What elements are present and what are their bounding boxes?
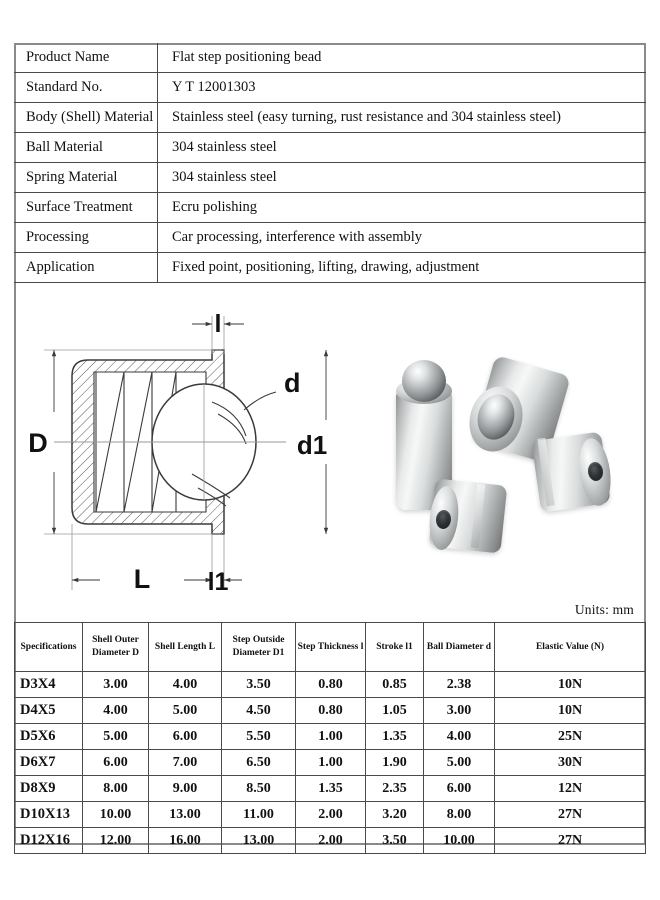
cell-elastic-value: 10N: [495, 698, 646, 724]
cell-step-thickness: 1.00: [296, 750, 366, 776]
table-row: [15, 776, 646, 802]
cell-elastic-value: 12N: [495, 776, 646, 802]
info-value: Stainless steel (easy turning, rust resistance and 304 stainless steel): [158, 103, 647, 133]
product-info-table-body: [14, 43, 646, 283]
specification-table: [14, 622, 646, 854]
cell-step-outside-diameter: 4.50: [222, 698, 296, 724]
header-line: Diameter D: [91, 648, 140, 658]
units-note: Units: mm: [574, 602, 634, 617]
dimension-label-l: l: [214, 310, 222, 338]
cell-shell-outer-diameter: 10.00: [83, 802, 149, 828]
cell-ball-diameter: 8.00: [424, 802, 495, 828]
table-row: [14, 253, 646, 283]
cell-elastic-value: 30N: [495, 750, 646, 776]
info-label: Body (Shell) Material: [14, 103, 158, 133]
column-header-shell-outer-diameter: [83, 623, 149, 672]
cell-ball-diameter: 10.00: [424, 828, 495, 854]
cell-stroke: 1.90: [366, 750, 424, 776]
cell-step-outside-diameter: 6.50: [222, 750, 296, 776]
product-info-table: [14, 43, 646, 283]
cell-shell-length: 5.00: [149, 698, 222, 724]
info-value: Car processing, interference with assembly: [158, 223, 647, 253]
column-header-step-thickness: [296, 623, 366, 672]
cell-step-thickness: 2.00: [296, 802, 366, 828]
header-line: Specifications: [20, 641, 77, 652]
table-header-row: [15, 623, 646, 672]
cell-elastic-value: 10N: [495, 672, 646, 698]
cell-spec: D10X13: [15, 802, 83, 828]
cell-shell-outer-diameter: 5.00: [83, 724, 149, 750]
header-line: Ball Diameter d: [426, 641, 492, 652]
header-line: Stroke l1: [376, 641, 413, 652]
cell-spec: D12X16: [15, 828, 83, 854]
header-line: Step Outside: [232, 635, 285, 645]
product-photo: [374, 344, 638, 559]
figure-band: [16, 302, 644, 620]
cell-shell-outer-diameter: 6.00: [83, 750, 149, 776]
column-header-stroke: [366, 623, 424, 672]
cell-spec: D6X7: [15, 750, 83, 776]
dimension-label-l1: l1: [207, 568, 229, 596]
cell-stroke: 1.35: [366, 724, 424, 750]
cell-shell-length: 16.00: [149, 828, 222, 854]
table-row: [14, 163, 646, 193]
cell-step-thickness: 0.80: [296, 672, 366, 698]
cell-elastic-value: 27N: [495, 828, 646, 854]
dimension-label-d1: d1: [296, 430, 328, 460]
cell-spec: D4X5: [15, 698, 83, 724]
cell-ball-diameter: 3.00: [424, 698, 495, 724]
leader-line-d: [244, 392, 276, 410]
table-row: [15, 698, 646, 724]
plunger-ball: [402, 360, 446, 402]
cell-stroke: 3.50: [366, 828, 424, 854]
table-row: [14, 223, 646, 253]
cell-stroke: 3.20: [366, 802, 424, 828]
cell-step-thickness: 1.00: [296, 724, 366, 750]
header-line: Shell Outer: [92, 635, 139, 645]
cell-step-thickness: 2.00: [296, 828, 366, 854]
column-header-shell-length: [149, 623, 222, 672]
cell-ball-diameter: 6.00: [424, 776, 495, 802]
info-label: Processing: [14, 223, 158, 253]
specification-table-head: [15, 623, 646, 672]
cell-shell-length: 6.00: [149, 724, 222, 750]
cell-elastic-value: 27N: [495, 802, 646, 828]
header-line: Diameter D1: [232, 648, 285, 658]
info-value: Ecru polishing: [158, 193, 647, 223]
cell-shell-outer-diameter: 8.00: [83, 776, 149, 802]
dimension-label-L: L: [133, 564, 151, 594]
cell-elastic-value: 25N: [495, 724, 646, 750]
cell-shell-outer-diameter: 3.00: [83, 672, 149, 698]
cell-shell-outer-diameter: 12.00: [83, 828, 149, 854]
column-header-step-outside-diameter: [222, 623, 296, 672]
column-header-ball-diameter: [424, 623, 495, 672]
table-row: [15, 828, 646, 854]
dimension-label-D: D: [28, 428, 48, 458]
cell-step-outside-diameter: 5.50: [222, 724, 296, 750]
cell-stroke: 0.85: [366, 672, 424, 698]
table-row: [14, 73, 646, 103]
table-row: [15, 802, 646, 828]
cell-shell-length: 7.00: [149, 750, 222, 776]
table-row: [14, 43, 646, 73]
cell-ball-diameter: 4.00: [424, 724, 495, 750]
specification-table-body: [15, 672, 646, 854]
cell-shell-outer-diameter: 4.00: [83, 698, 149, 724]
cell-spec: D5X6: [15, 724, 83, 750]
table-row: [14, 133, 646, 163]
info-value: 304 stainless steel: [158, 163, 647, 193]
column-header-specifications: [15, 623, 83, 672]
info-label: Surface Treatment: [14, 193, 158, 223]
cell-stroke: 1.05: [366, 698, 424, 724]
drawing-geometry: [28, 310, 327, 596]
table-row: [15, 750, 646, 776]
info-value: Y T 12001303: [158, 73, 647, 103]
info-label: Product Name: [14, 43, 158, 73]
info-value: 304 stainless steel: [158, 133, 647, 163]
cell-step-outside-diameter: 11.00: [222, 802, 296, 828]
cell-step-outside-diameter: 13.00: [222, 828, 296, 854]
info-label: Ball Material: [14, 133, 158, 163]
info-label: Application: [14, 253, 158, 283]
cell-ball-diameter: 2.38: [424, 672, 495, 698]
table-row: [15, 672, 646, 698]
cell-shell-length: 13.00: [149, 802, 222, 828]
cell-step-thickness: 1.35: [296, 776, 366, 802]
cell-shell-length: 9.00: [149, 776, 222, 802]
table-row: [14, 193, 646, 223]
cell-shell-length: 4.00: [149, 672, 222, 698]
dimension-label-d: d: [284, 368, 301, 398]
cell-step-thickness: 0.80: [296, 698, 366, 724]
cell-stroke: 2.35: [366, 776, 424, 802]
table-row: [15, 724, 646, 750]
table-row: [14, 103, 646, 133]
info-label: Standard No.: [14, 73, 158, 103]
cell-step-outside-diameter: 3.50: [222, 672, 296, 698]
header-line: Elastic Value (N): [535, 641, 605, 652]
header-line: Shell Length L: [154, 641, 216, 652]
cell-ball-diameter: 5.00: [424, 750, 495, 776]
cell-step-outside-diameter: 8.50: [222, 776, 296, 802]
column-header-elastic-value: [495, 623, 646, 672]
info-label: Spring Material: [14, 163, 158, 193]
cell-spec: D8X9: [15, 776, 83, 802]
info-value: Fixed point, positioning, lifting, drawing, adjustment: [158, 253, 647, 283]
technical-drawing: [16, 302, 366, 602]
header-line: Step Thickness l: [297, 641, 364, 652]
cell-spec: D3X4: [15, 672, 83, 698]
info-value: Flat step positioning bead: [158, 43, 647, 73]
